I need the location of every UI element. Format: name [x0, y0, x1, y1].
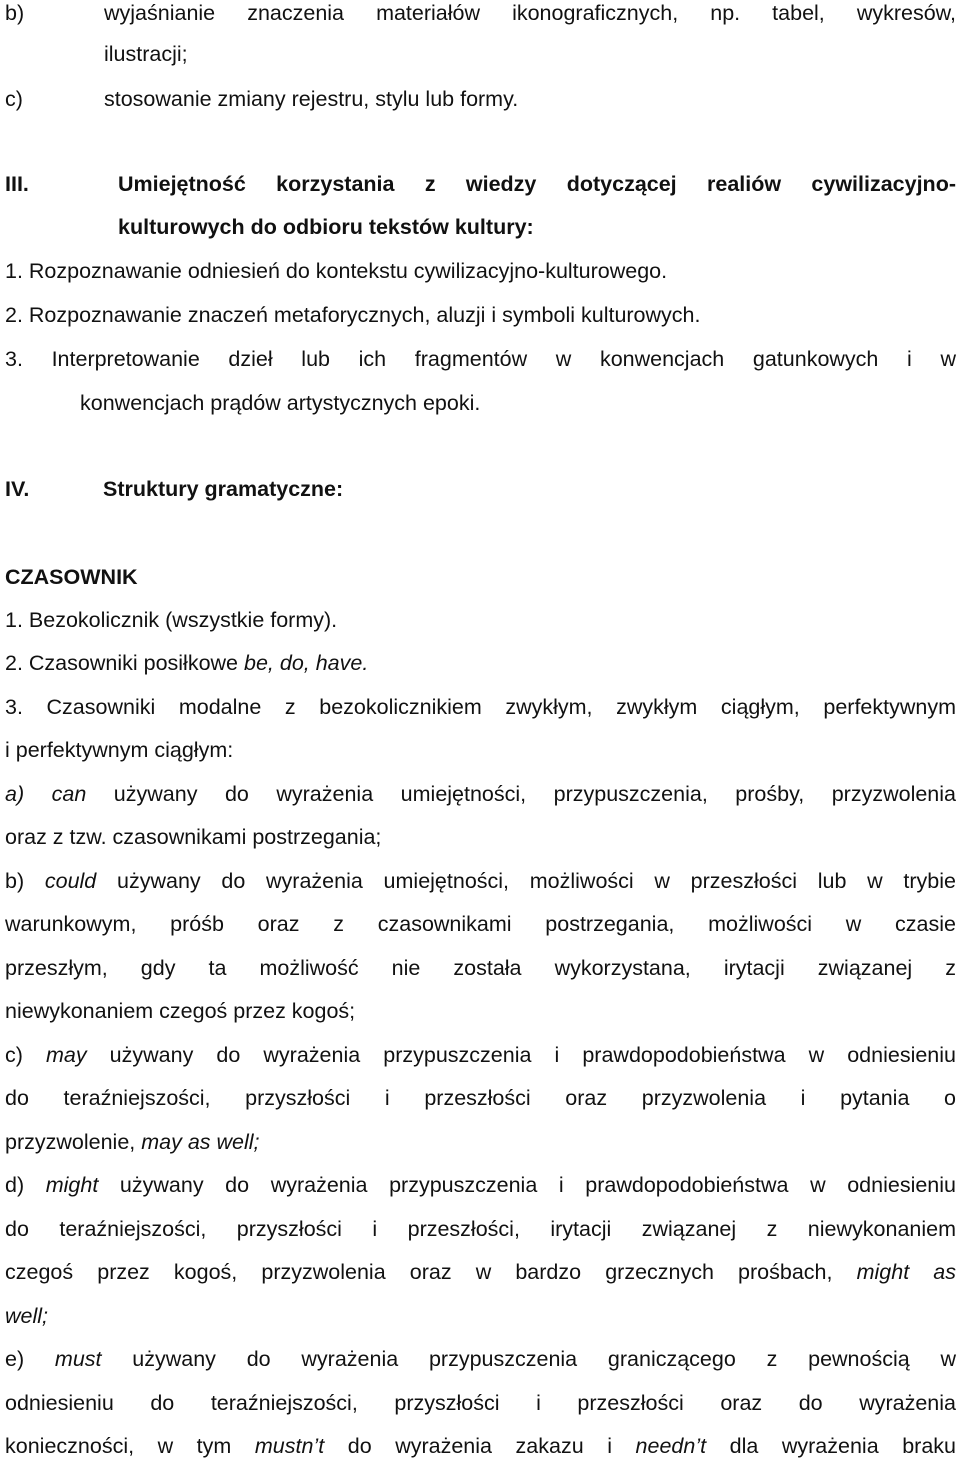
- modal-might-line1: d) might używany do wyrażenia przypuszczenia i prawdopodobieństwa w odniesieniu: [5, 1173, 957, 1197]
- section-marker-iii: III.: [5, 172, 29, 196]
- list-item-b-line2: ilustracji;: [104, 42, 188, 66]
- czasownik-item-3-line1: 3. Czasowniki modalne z bezokolicznikiem zwykłym, zwykłym ciągłym, perfektywnym: [5, 695, 956, 719]
- iii-item-3-line2: konwencjach prądów artystycznych epoki.: [80, 391, 481, 415]
- modal-may-line1: c) may używany do wyrażenia przypuszczenia i prawdopodobieństwa w odniesieniu: [5, 1043, 956, 1067]
- modal-could-line1: b) could używany do wyrażenia umiejętności, możliwości w przeszłości lub w trybie: [5, 869, 956, 893]
- section-title-iv: Struktury gramatyczne:: [103, 477, 344, 501]
- iii-item-3-line1: 3. Interpretowanie dzieł lub ich fragmentów w konwencjach gatunkowych i w: [5, 347, 956, 371]
- section-title-iii-line2: kulturowych do odbioru tekstów kultury:: [118, 215, 534, 239]
- modal-can-line1: a) can używany do wyrażenia umiejętności, przypuszczenia, prośby, przyzwolenia: [5, 782, 956, 806]
- modal-can-line2: oraz z tzw. czasownikami postrzegania;: [5, 825, 382, 849]
- modal-could-line3: przeszłym, gdy ta możliwość nie została wykorzystana, irytacji związanej z: [5, 956, 956, 980]
- list-item-c: stosowanie zmiany rejestru, stylu lub formy.: [104, 87, 519, 111]
- modal-could-line2: warunkowym, próśb oraz z czasownikami postrzegania, możliwości w czasie: [5, 912, 956, 936]
- modal-could-line4: niewykonaniem czegoś przez kogoś;: [5, 999, 356, 1023]
- heading-czasownik: CZASOWNIK: [5, 565, 138, 589]
- czasownik-item-1: 1. Bezokolicznik (wszystkie formy).: [5, 608, 338, 632]
- iii-item-2: 2. Rozpoznawanie znaczeń metaforycznych, aluzji i symboli kulturowych.: [5, 303, 701, 327]
- iii-item-1: 1. Rozpoznawanie odniesień do kontekstu cywilizacyjno-kulturowego.: [5, 259, 668, 283]
- czasownik-item-2: 2. Czasowniki posiłkowe be, do, have.: [5, 651, 369, 675]
- modal-must-line2: odniesieniu do teraźniejszości, przyszłości i przeszłości oraz do wyrażenia: [5, 1391, 956, 1415]
- section-marker-iv: IV.: [5, 477, 30, 501]
- modal-must-line3: konieczności, w tym mustn’t do wyrażenia zakazu i needn’t dla wyrażenia braku: [5, 1434, 956, 1458]
- modal-might-line4: well;: [5, 1304, 49, 1328]
- modal-might-line3: czegoś przez kogoś, przyzwolenia oraz w bardzo grzecznych prośbach, might as: [5, 1260, 956, 1284]
- list-item-b-line1: wyjaśnianie znaczenia materiałów ikonograficznych, np. tabel, wykresów,: [104, 1, 956, 25]
- modal-may-line2: do teraźniejszości, przyszłości i przeszłości oraz przyzwolenia i pytania o: [5, 1086, 956, 1110]
- section-title-iii-line1: Umiejętność korzystania z wiedzy dotyczącej realiów cywilizacyjno-: [118, 172, 956, 196]
- list-marker-b: b): [5, 1, 25, 25]
- modal-may-line3: przyzwolenie, may as well;: [5, 1130, 260, 1154]
- modal-must-line1: e) must używany do wyrażenia przypuszczenia graniczącego z pewnością w: [5, 1347, 957, 1371]
- modal-might-line2: do teraźniejszości, przyszłości i przeszłości, irytacji związanej z niewykonaniem: [5, 1217, 956, 1241]
- czasownik-item-3-line2: i perfektywnym ciągłym:: [5, 738, 234, 762]
- list-marker-c: c): [5, 87, 23, 111]
